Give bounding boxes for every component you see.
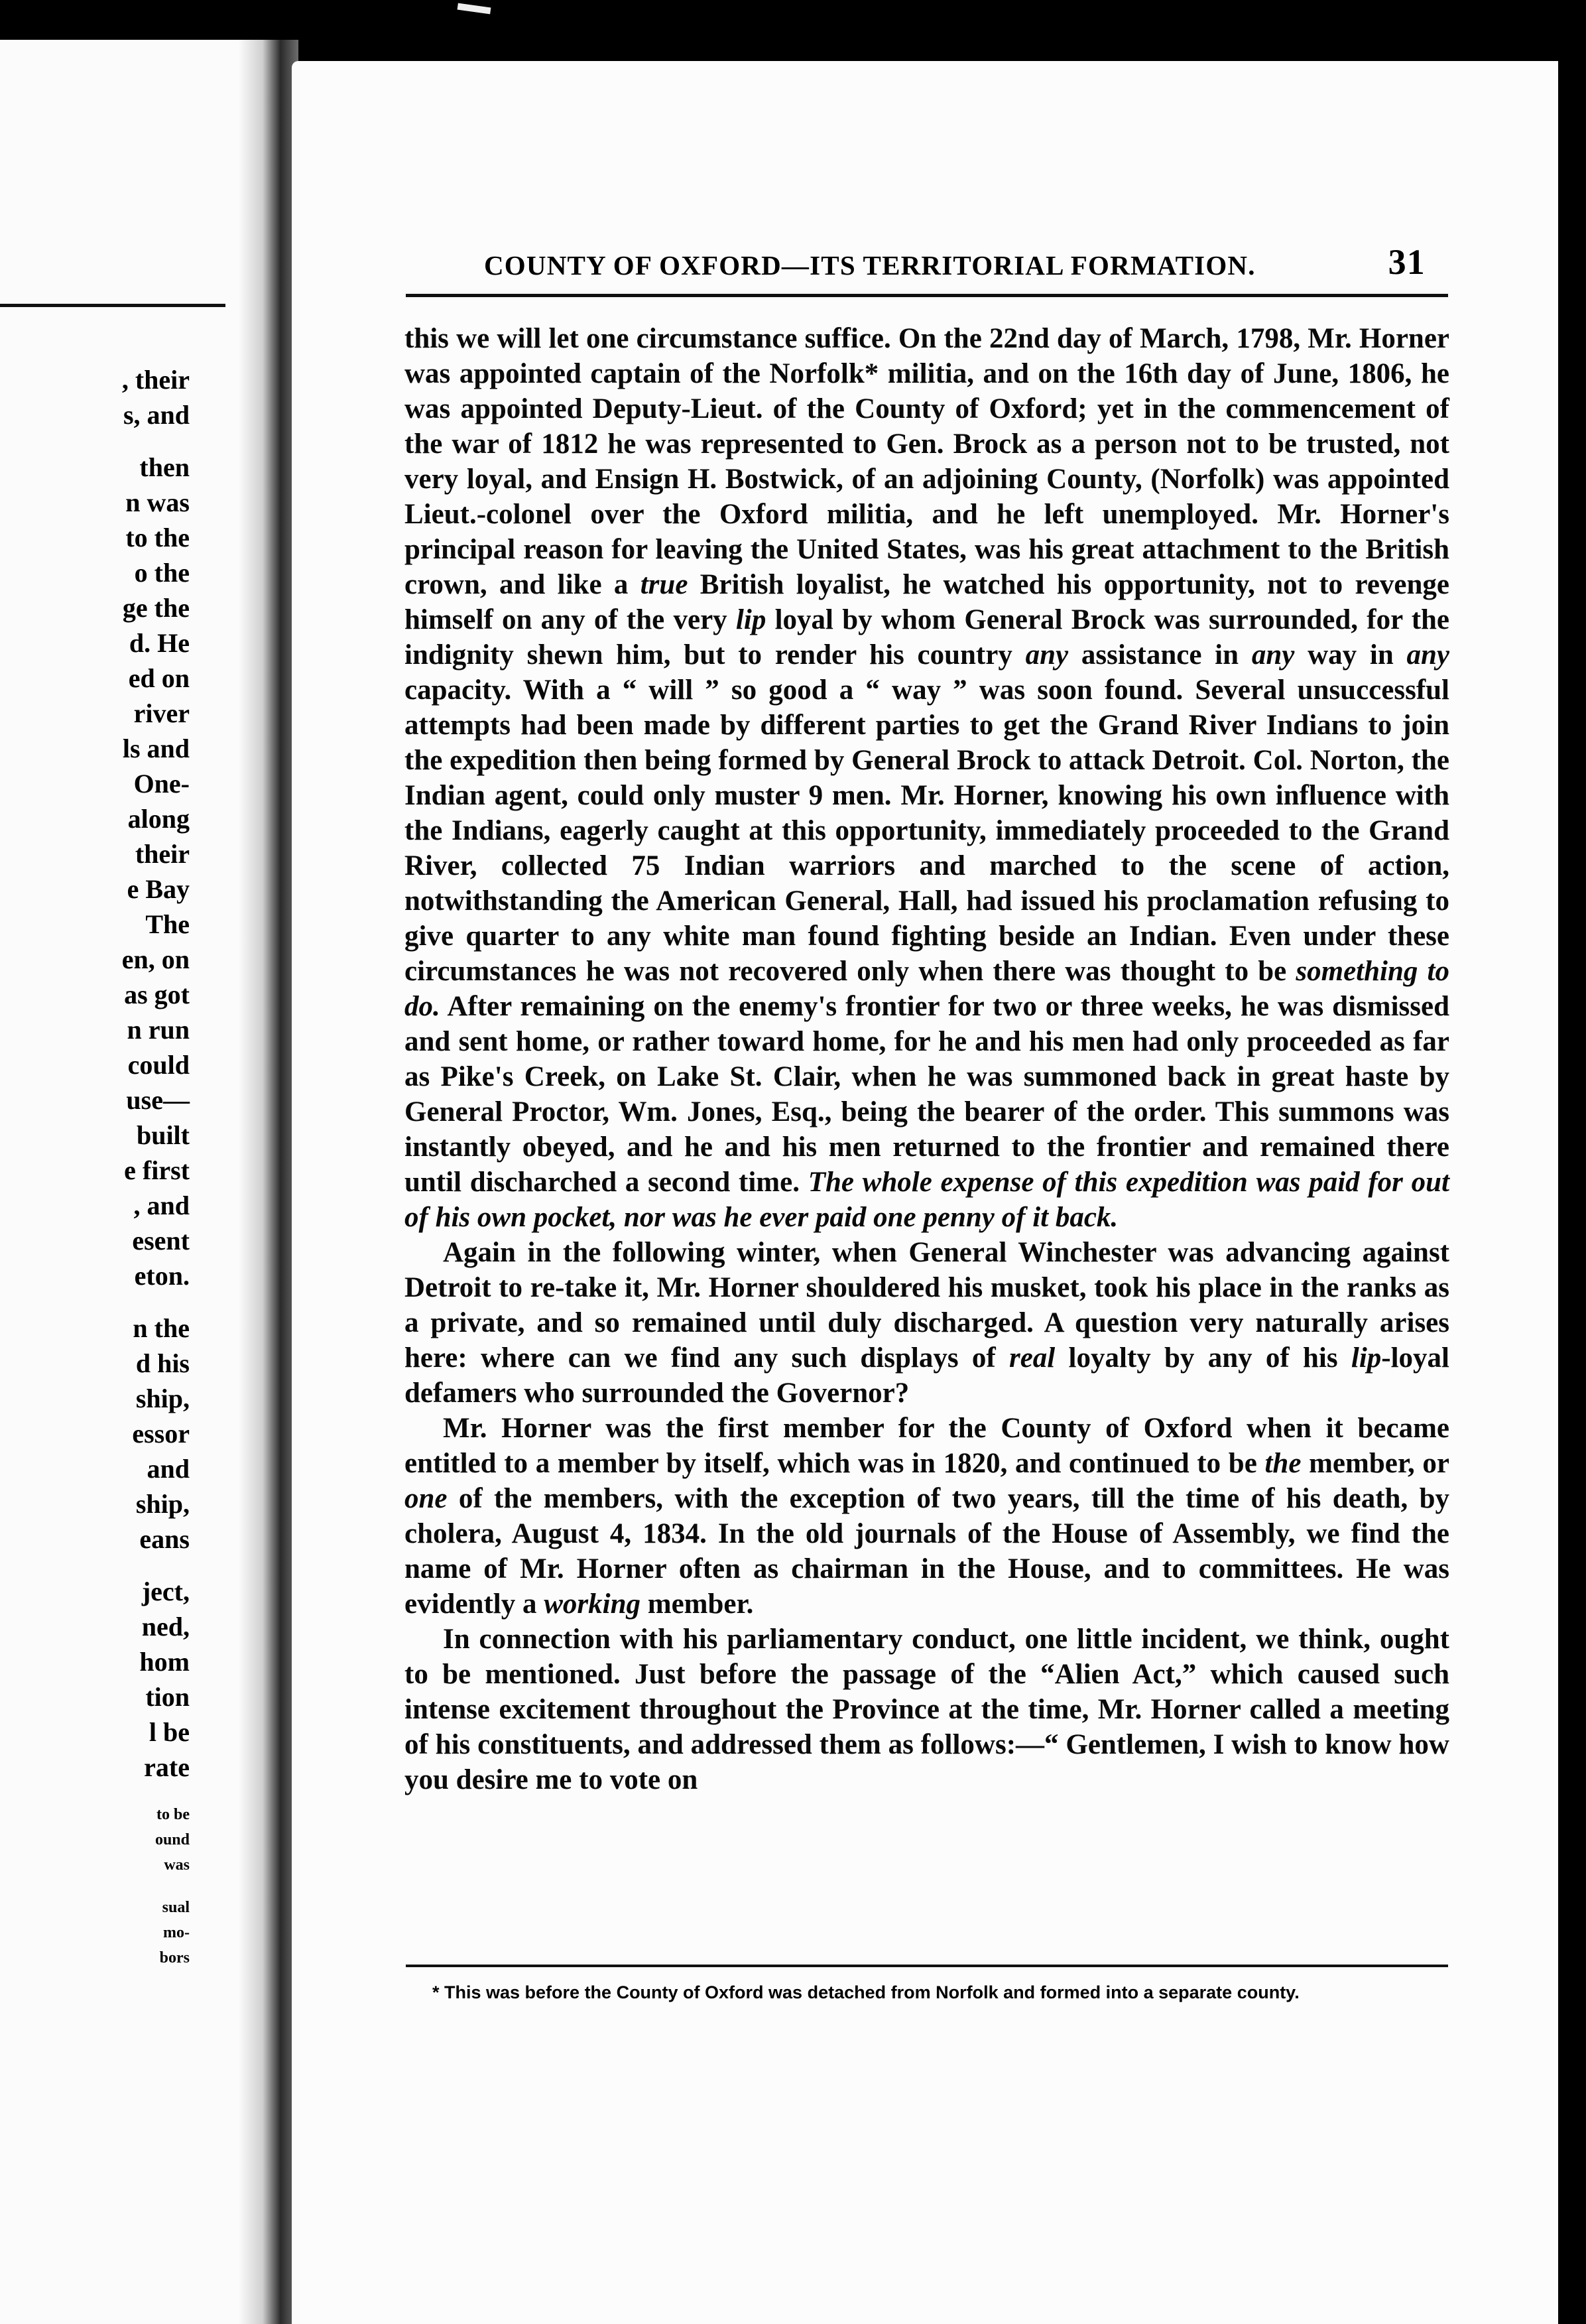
facing-page-fragment: rate (144, 1752, 190, 1782)
facing-page-fragment: n run (127, 1015, 190, 1045)
italic-run: true (640, 569, 688, 600)
italic-run: one (404, 1483, 448, 1514)
facing-page-fragment: n the (133, 1313, 190, 1343)
italic-run: the (1264, 1448, 1302, 1479)
facing-page-gap (0, 432, 190, 450)
text-run: -loyal defamers who surrounded the Governor? (404, 1342, 1449, 1409)
facing-page-fragment: use— (126, 1085, 190, 1115)
footnote: * This was before the County of Oxford was detached from Norfolk and formed into a separate county. (432, 1982, 1300, 2002)
book-gutter (239, 40, 298, 2324)
facing-page-fragment: d his (135, 1348, 190, 1378)
facing-page-fragment: tion (145, 1682, 190, 1712)
facing-page-fragment: and (147, 1454, 190, 1484)
italic-run: real (1008, 1342, 1056, 1374)
scan-artifact (457, 3, 491, 15)
facing-page-text (0, 362, 190, 1970)
facing-page-fragment: l be (149, 1717, 190, 1747)
facing-page-fragment: built (136, 1120, 190, 1150)
facing-page-fragment: n was (125, 487, 190, 517)
footnote-rule (406, 1965, 1448, 1967)
text-run: British loyalist, he watched his opportunity, not to revenge himself on any of the very (404, 569, 1449, 635)
facing-page-fragment: eton. (134, 1261, 190, 1291)
text-run: way in (1294, 639, 1407, 671)
facing-page-fragment: ls and (122, 734, 190, 763)
facing-page-fragment: , their (121, 365, 190, 395)
facing-page-fragment: ed on (128, 663, 190, 693)
text-run: loyal by whom General Brock was surrounded, for the indignity shewn him, but to render his country (404, 604, 1450, 671)
text-run: Again in the following winter, when General Winchester was advancing against Detroit to re-take it, Mr. Horner shouldered his musket, took his place in the ranks as a private, and so remained until duly discharged. A question very naturally arises here: where can we find any such displays of (404, 1237, 1449, 1374)
facing-page-fragment: en, on (121, 944, 190, 974)
facing-page-fragment: as got (124, 980, 190, 1009)
italic-run: something to do. (404, 956, 1450, 1022)
italic-run: lip (735, 604, 766, 635)
body-paragraph (404, 1622, 1449, 1797)
facing-page-fragment: ject, (141, 1577, 190, 1606)
text-run: assistance in (1068, 639, 1252, 671)
page-number: 31 (1388, 242, 1426, 282)
facing-page-fragment: e Bay (127, 874, 190, 904)
body-text (404, 321, 1449, 1797)
facing-page-fragment: could (127, 1050, 190, 1080)
facing-page-gap (0, 1293, 190, 1311)
facing-page-fragment: e first (124, 1155, 190, 1185)
body-paragraph (404, 321, 1449, 1235)
facing-page-gap (0, 1878, 190, 1895)
facing-page-rule (0, 304, 225, 307)
facing-page-fragment: essor (132, 1419, 190, 1449)
facing-page-fragment: d. He (129, 628, 190, 658)
text-run: this we will let one circumstance suffice. On the 22nd day of March, 1798, Mr. Horner was appointed captain of the Norfolk* militia, and on the 16th day of June, 1806, he was appointed Deputy-Lieut. of the County of Oxford; yet in the commencement of the war of 1812 he was represented to Gen. Brock as a person not to be trusted, not very loyal, and Ensign H. Bostwick, of an adjoining County, (Norfolk) was appointed Lieut.-colonel over the Oxford militia, and he left unemployed. Mr. Horner's principal reason for leaving the United States, was his great attachment to the British crown, and like a (404, 323, 1449, 600)
facing-page-fragment: along (127, 804, 190, 834)
facing-page-fragment: ship, (135, 1489, 190, 1519)
facing-page-fragment: ge the (122, 593, 190, 623)
text-run: member. (640, 1588, 754, 1620)
facing-page-fragment: o the (134, 558, 190, 588)
running-head-title: COUNTY OF OXFORD—ITS TERRITORIAL FORMATION. (484, 250, 1256, 281)
italic-run: any (1406, 639, 1450, 671)
facing-page-fragment: One- (133, 769, 190, 799)
italic-run: The whole expense of this expedition was paid for out of his own pocket, nor was he ever paid one penny of it back. (404, 1167, 1449, 1233)
running-head (484, 241, 1426, 288)
facing-page-fragment: The (145, 909, 190, 939)
book-page (292, 61, 1558, 2324)
facing-page-gap (0, 1785, 190, 1802)
text-run: of the members, with the exception of two years, till the time of his death, by cholera, August 4, 1834. In the old journals of the House of Assembly, we find the name of Mr. Horner often as chairman in the House, and to committees. He was evidently a (404, 1483, 1449, 1620)
facing-page-fragment: bors (159, 1949, 190, 1967)
facing-page (0, 40, 278, 2324)
italic-run: any (1025, 639, 1069, 671)
italic-run: any (1251, 639, 1295, 671)
text-run: In connection with his parliamentary conduct, one little incident, we think, ought to be mentioned. Just before the passage of the “Alien Act,” which caused such intense excitement throughout the Province at the time, Mr. Horner called a meeting of his constituents, and addressed them as follows:—“ Gentlemen, I wish to know how you desire me to vote on (404, 1624, 1449, 1795)
facing-page-fragment: sual (162, 1899, 190, 1916)
facing-page-fragment: to be (156, 1806, 190, 1823)
facing-page-fragment: ound (154, 1831, 190, 1848)
facing-page-fragment: was (164, 1856, 190, 1874)
facing-page-fragment: to the (125, 523, 190, 552)
facing-page-fragment: ship, (135, 1384, 190, 1413)
text-run: capacity. With a “ will ” so good a “ way ” was soon found. Several unsuccessful attempts had been made by different parties to get the Grand River Indians to join the expedition then being formed by General Brock to attack Detroit. Col. Norton, the Indian agent, could only muster 9 men. Mr. Horner, knowing his own influence with the Indians, eagerly caught at this opportunity, immediately proceeded to the Grand River, collected 75 Indian warriors and marched to the scene of action, notwithstanding the American General, Hall, had issued his proclamation refusing to give quarter to any white man found fighting beside an Indian. Even under these circumstances he was not recovered only when there was thought to be (404, 675, 1449, 987)
italic-run: lip (1351, 1342, 1382, 1374)
facing-page-fragment: , and (133, 1191, 190, 1220)
header-rule (406, 294, 1448, 297)
text-run: member, or (1301, 1448, 1449, 1479)
facing-page-fragment: esent (132, 1226, 190, 1256)
facing-page-fragment: hom (139, 1647, 190, 1677)
facing-page-fragment: then (139, 452, 190, 482)
facing-page-fragment: s, and (123, 400, 190, 430)
body-paragraph (404, 1235, 1449, 1411)
italic-run: working (544, 1588, 640, 1620)
facing-page-fragment: river (133, 698, 190, 728)
facing-page-fragment: their (135, 839, 190, 869)
text-run: Mr. Horner was the first member for the County of Oxford when it became entitled to a member by itself, which was in 1820, and continued to be (404, 1413, 1449, 1479)
facing-page-fragment: mo- (163, 1924, 190, 1941)
facing-page-gap (0, 1557, 190, 1574)
body-paragraph (404, 1411, 1449, 1622)
text-run: loyalty by any of his (1055, 1342, 1351, 1374)
text-run: After remaining on the enemy's frontier for two or three weeks, he was dismissed and sent home, or rather toward home, for he and his men had only proceeded as far as Pike's Creek, on Lake St. Clair, when he was summoned back in great haste by General Proctor, Wm. Jones, Esq., being the bearer of the order. This summons was instantly obeyed, and he and his men returned to the frontier and remained there until discharched a second time. (404, 991, 1449, 1198)
facing-page-fragment: ned, (141, 1612, 190, 1642)
facing-page-fragment: eans (139, 1524, 190, 1554)
